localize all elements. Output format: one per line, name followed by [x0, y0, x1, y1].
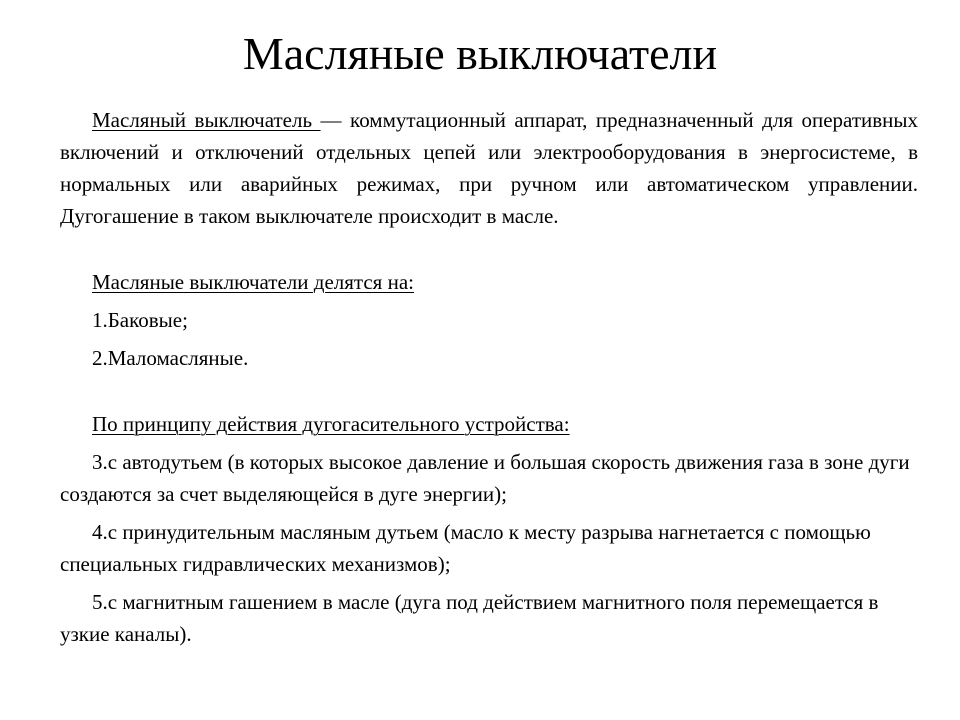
list-item-number: 3. — [92, 450, 108, 474]
slide-title: Масляные выключатели — [242, 28, 718, 79]
list-item-text: Маломасляные. — [107, 346, 249, 370]
principle-heading-text: По принципу действия дугогасительного устройства: — [92, 412, 570, 436]
division-heading — [60, 266, 918, 298]
list-item-text: с магнитным гашением в масле (дуга под действием магнитного поля перемещается в узкие каналы). — [60, 590, 879, 646]
definition-paragraph — [60, 104, 918, 232]
division-list — [60, 304, 918, 374]
list-item-text: Баковые; — [107, 308, 188, 332]
list-item-text: с автодутьем (в которых высокое давление и большая скорость движения газа в зоне дуги создаются за счет выделяющейся в дуге энергии); — [60, 450, 910, 506]
list-item-text: с принудительным масляным дутьем (масло к месту разрыва нагнетается с помощью специальных гидравлических механизмов); — [60, 520, 871, 576]
definition-term: Масляный выключатель — [92, 108, 321, 132]
slide-content — [60, 104, 918, 650]
list-item-number: 4. — [92, 520, 108, 544]
definition-text: — коммутационный аппарат, предназначенный для оперативных включений и отключений отдельных цепей или электрооборудования в энергосистеме, в нормальных или аварийных режимах, при ручном или автоматическом управлении. Дугогашение в таком выключателе происходит в масле. — [60, 108, 919, 228]
principle-list — [60, 446, 918, 650]
list-item — [60, 586, 918, 650]
principle-heading — [60, 408, 918, 440]
list-item-number: 1. — [92, 308, 108, 332]
list-item — [60, 446, 918, 510]
list-item — [60, 342, 918, 374]
list-item-number: 2. — [92, 346, 108, 370]
list-item — [60, 304, 918, 336]
list-item-number: 5. — [92, 590, 108, 614]
division-heading-text: Масляные выключатели делятся на: — [92, 270, 414, 294]
list-item — [60, 516, 918, 580]
